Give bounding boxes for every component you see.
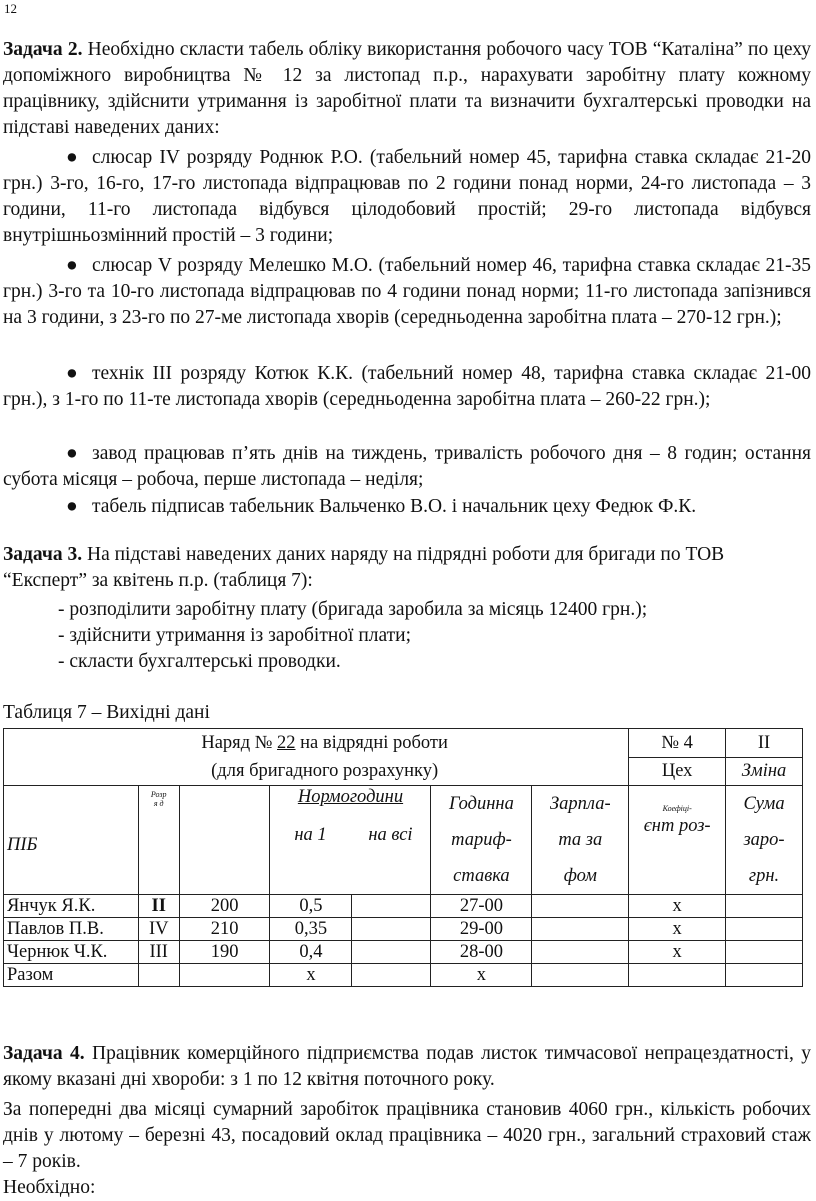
task2-bullet-4 xyxy=(3,441,811,493)
bullet-text: слюсар V розряду Мелешко М.О. (табельний номер 46, тарифна ставка складає 21-35 грн.) 3-го та 10-го листопада відпрацював по 4 години понад норми; 11-го листопада запізнився на 3 години, з 23-го по 27-ме листопада хворів (середньоденна заробітна плата – 270-12 грн.); xyxy=(3,255,811,328)
row-rank: IV xyxy=(138,918,179,941)
row-hours: 190 xyxy=(179,941,270,964)
shift-no-cell: II xyxy=(726,729,803,758)
row-norm-all xyxy=(352,941,431,964)
header-rank xyxy=(138,786,179,895)
total-pay xyxy=(532,964,629,987)
row-norm: 0,4 xyxy=(270,941,352,964)
task2-bullet-2 xyxy=(3,253,811,331)
table-7 xyxy=(3,728,803,987)
bullet-icon: ● xyxy=(66,363,78,384)
header-sum xyxy=(726,786,803,895)
header-norm-all: на всі xyxy=(368,825,413,845)
task2-text: Необхідно скласти табель обліку використання робочого часу ТОВ “Каталіна” по цеху допоміжного виробництва № 12 за листопад п.р., нарахувати заробітну плату кожному працівнику, здійснити утримання із заробітної плати та визначити бухгалтерські проводки на підставі наведених даних: xyxy=(3,39,811,138)
total-rank xyxy=(138,964,179,987)
row-rate: 28-00 xyxy=(431,941,532,964)
header-rank-text: Розря д xyxy=(150,790,167,808)
task2-bullet-1 xyxy=(3,145,811,249)
row-sum xyxy=(726,918,803,941)
order-number: 22 xyxy=(277,733,296,753)
table-row xyxy=(4,895,803,918)
header-hours xyxy=(179,786,270,895)
header-rate-2: тариф- xyxy=(451,830,512,850)
task3-label: Задача 3. xyxy=(3,544,83,565)
row-rank: III xyxy=(138,941,179,964)
task3-item-2: - здійснити утримання із заробітної плати; xyxy=(58,625,412,646)
task2-label: Задача 2. xyxy=(3,39,83,60)
bullet-text: табель підписав табельник Вальченко В.О. і начальник цеху Федюк Ф.К. xyxy=(92,496,697,517)
order-header xyxy=(4,729,629,786)
total-sum xyxy=(726,964,803,987)
task4-paragraph xyxy=(3,1041,811,1093)
header-norm xyxy=(270,786,431,895)
header-coef xyxy=(629,786,726,895)
row-pay xyxy=(532,918,629,941)
row-sum xyxy=(726,895,803,918)
row-rate: 29-00 xyxy=(431,918,532,941)
bullet-icon: ● xyxy=(66,147,78,168)
row-rank: II xyxy=(138,895,179,918)
page-number: 12 xyxy=(4,1,17,16)
row-name: Павлов П.В. xyxy=(4,918,139,941)
header-rate-1: Годинна xyxy=(449,794,514,814)
row-hours: 200 xyxy=(179,895,270,918)
task3-paragraph xyxy=(3,542,793,594)
row-coef: x xyxy=(629,918,726,941)
row-pay xyxy=(532,941,629,964)
header-pay-1: Зарпла- xyxy=(550,794,611,814)
header-rate-3: ставка xyxy=(453,866,510,886)
header-name: ПІБ xyxy=(4,786,139,895)
row-name: Чернюк Ч.К. xyxy=(4,941,139,964)
table-caption: Таблиця 7 – Вихідні дані xyxy=(3,702,210,723)
row-rate: 27-00 xyxy=(431,895,532,918)
row-norm: 0,5 xyxy=(270,895,352,918)
row-name: Янчук Я.К. xyxy=(4,895,139,918)
task3-item-3: - скласти бухгалтерські проводки. xyxy=(58,651,341,672)
task2-paragraph xyxy=(3,37,811,141)
row-norm-all xyxy=(352,895,431,918)
row-norm-all xyxy=(352,918,431,941)
header-sum-2: заро- xyxy=(743,830,785,850)
table-total-row xyxy=(4,964,803,987)
header-norm-1: на 1 xyxy=(294,825,327,845)
total-norm-all xyxy=(352,964,431,987)
row-sum xyxy=(726,941,803,964)
header-norm-title: Нормогодини xyxy=(297,787,404,807)
bullet-icon: ● xyxy=(66,496,78,517)
bullet-text: слюсар IV розряду Роднюк Р.О. (табельний номер 45, тарифна ставка складає 21-20 грн.) 3-го, 16-го, 17-го листопада відпрацював по 2 години понад норми, 24-го листопада – 3 години, 11-го листопада відбувся цілодобовий простій; 29-го листопада відбувся внутрішньозмінний простій – 3 години; xyxy=(3,147,811,246)
total-label: Разом xyxy=(4,964,139,987)
row-hours: 210 xyxy=(179,918,270,941)
header-pay-3: фом xyxy=(563,866,597,886)
header-pay-2: та за xyxy=(558,830,603,850)
header-sum-3: грн. xyxy=(748,866,780,886)
header-sum-1: Сума xyxy=(743,794,785,814)
row-pay xyxy=(532,895,629,918)
shift-cell: Зміна xyxy=(726,757,803,786)
row-coef: x xyxy=(629,895,726,918)
task2-bullet-3 xyxy=(3,361,811,413)
row-coef: x xyxy=(629,941,726,964)
task4-paragraph-2: За попередні два місяці сумарний заробіток працівника становив 4060 грн., кількість робочих днів у лютому – березні 43, посадовий оклад працівника – 4020 грн., загальний страховий стаж – 7 років. xyxy=(3,1099,811,1172)
order-no-cell: № 4 xyxy=(629,729,726,758)
table-row xyxy=(4,941,803,964)
order-subtitle: (для бригадного розрахунку) xyxy=(211,761,439,781)
task4-text: Працівник комерційного підприємства подав листок тимчасової непрацездатності, у якому вказані дні хвороби: з 1 по 12 квітня поточного року. xyxy=(3,1043,812,1090)
total-hours xyxy=(179,964,270,987)
workshop-cell: Цех xyxy=(629,757,726,786)
task2-bullet-5 xyxy=(3,494,811,520)
bullet-text: завод працював п’ять днів на тиждень, тривалість робочого дня – 8 годин; остання субота місяця – робоча, перше листопада – неділя; xyxy=(3,443,811,490)
bullet-icon: ● xyxy=(66,255,78,276)
bullet-text: технік ІІІ розряду Котюк К.К. (табельний номер 48, тарифна ставка складає 21-00 грн.), з 1-го по 11-те листопада хворів (середньоденна заробітна плата – 260-22 грн.); xyxy=(3,363,811,410)
task4-label: Задача 4. xyxy=(3,1043,85,1064)
task4-paragraph-3: Необхідно: xyxy=(3,1177,96,1198)
header-rate xyxy=(431,786,532,895)
order-prefix: Наряд № xyxy=(201,733,278,753)
row-norm: 0,35 xyxy=(270,918,352,941)
order-suffix: на відрядні роботи xyxy=(295,733,448,753)
header-pay xyxy=(532,786,629,895)
total-rate: x xyxy=(431,964,532,987)
total-norm: x xyxy=(270,964,352,987)
header-coef-text: єнт роз- xyxy=(643,816,711,836)
task3-text: На підставі наведених даних наряду на підрядні роботи для бригади по ТОВ “Експерт” за квітень п.р. (таблиця 7): xyxy=(3,544,725,591)
bullet-icon: ● xyxy=(66,443,78,464)
total-coef xyxy=(629,964,726,987)
table-row xyxy=(4,918,803,941)
task3-item-1: - розподілити заробітну плату (бригада заробила за місяць 12400 грн.); xyxy=(58,599,648,620)
header-coef-small: Коефіці- xyxy=(662,804,692,813)
